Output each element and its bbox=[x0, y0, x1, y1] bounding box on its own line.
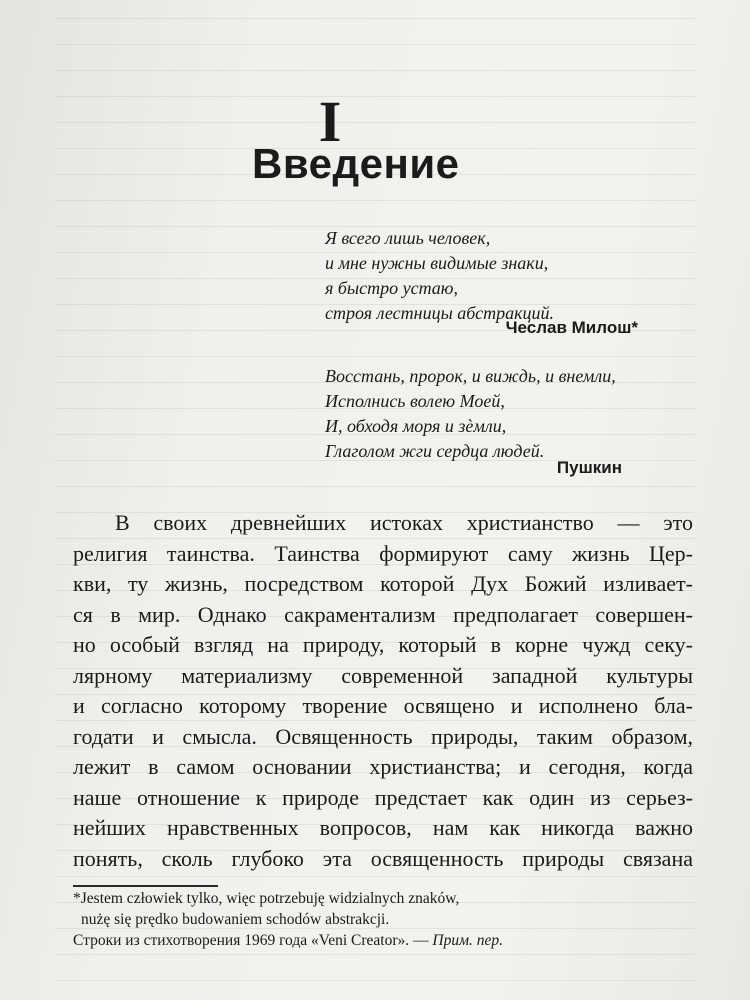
body-line: наше отношение к природе предстает как один из серьез- bbox=[73, 784, 693, 810]
body-line: лежит в самом основании христианства; и сегодня, когда bbox=[73, 754, 693, 779]
footnote-line: nużę się prędko budowaniem schodów abstrakcji. bbox=[81, 911, 390, 928]
footnote-line bbox=[73, 930, 673, 951]
footnote-divider bbox=[73, 885, 218, 887]
body-line: нейших нравственных вопросов, нам как никогда важно bbox=[73, 815, 693, 840]
body-line: кви, ту жизнь, посредством которой Дух Божий изливает- bbox=[73, 571, 693, 596]
body-line: но особый взгляд на природу, который в корне чужд секу- bbox=[73, 632, 693, 657]
epigraph-pushkin bbox=[325, 364, 645, 464]
epigraph-line: Глаголом жги сердца людей. bbox=[325, 441, 545, 461]
body-paragraph bbox=[73, 508, 693, 874]
body-line: религия таинства. Таинства формируют саму жизнь Цер- bbox=[73, 540, 693, 566]
chapter-number: I bbox=[318, 89, 342, 154]
footnote-source: Строки из стихотворения 1969 года «Veni Creator». — bbox=[73, 932, 433, 949]
epigraph-author-milosz: Чеслав Милош* bbox=[505, 318, 638, 337]
epigraph-line: И, обходя моря и зѐмли, bbox=[325, 416, 507, 436]
body-line: В своих древнейших истоках христианство — это bbox=[115, 510, 693, 535]
footnote-line: *Jestem człowiek tylko, więc potrzebuję widzialnych znaków, bbox=[73, 890, 460, 907]
epigraph-line: Исполнись волею Моей, bbox=[325, 391, 505, 411]
epigraph-milosz bbox=[325, 226, 645, 326]
epigraph-line: строя лестницы абстракций. bbox=[325, 303, 554, 323]
body-line: и согласно которому творение освящено и исполнено бла- bbox=[73, 693, 693, 718]
epigraph-author-pushkin: Пушкин bbox=[556, 458, 622, 477]
epigraph-line: я быстро устаю, bbox=[325, 278, 458, 298]
epigraph-line: Восстань, пророк, и виждь, и внемли, bbox=[325, 366, 616, 386]
epigraph-line: Я всего лишь человек, bbox=[325, 228, 491, 248]
body-line: годати и смысла. Освященность природы, таким образом, bbox=[73, 723, 693, 749]
chapter-title: Введение bbox=[252, 140, 460, 187]
translator-note: Прим. пер. bbox=[432, 932, 503, 949]
epigraph-line: и мне нужны видимые знаки, bbox=[325, 253, 549, 273]
body-line: ся в мир. Однако сакраментализм предполагает совершен- bbox=[73, 601, 693, 627]
footnote bbox=[73, 888, 673, 951]
body-line: лярному материализму современной западной культуры bbox=[73, 662, 693, 688]
body-line: понять, сколь глубоко эта освященность природы связана bbox=[73, 845, 693, 871]
